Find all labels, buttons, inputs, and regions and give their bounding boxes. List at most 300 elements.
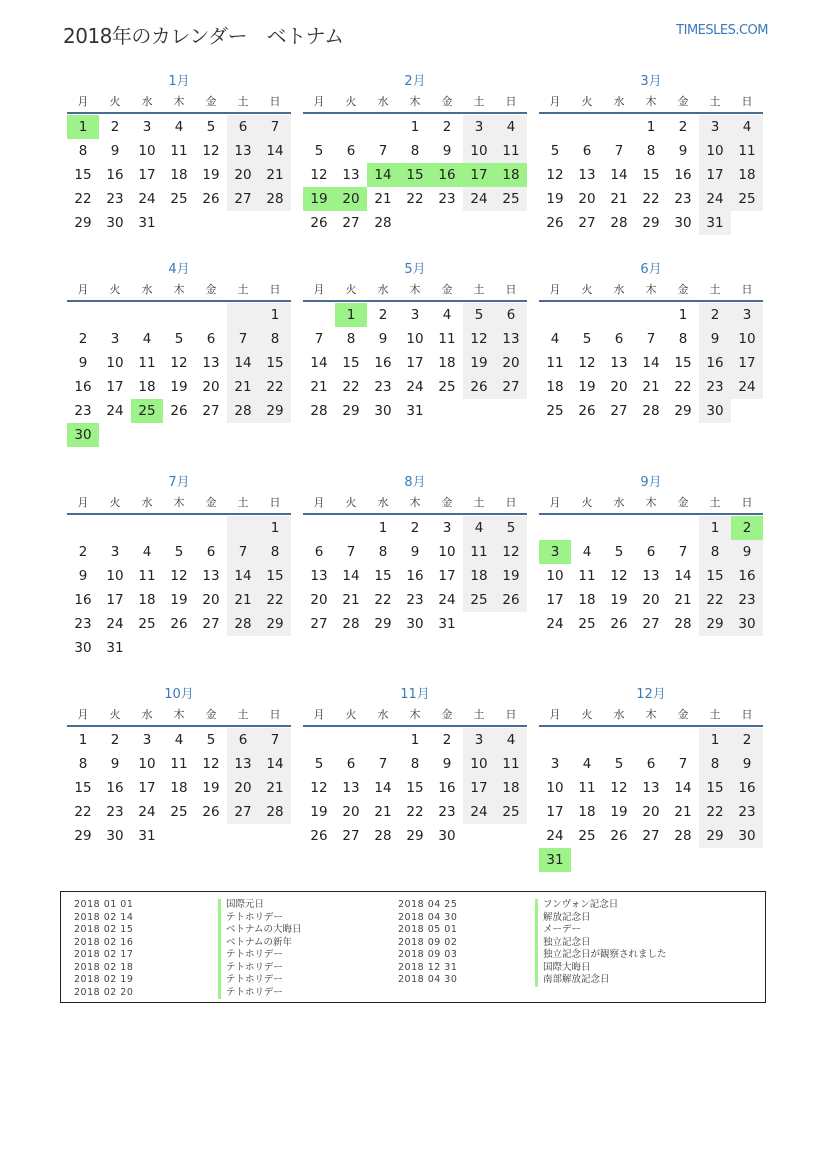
day-cell[interactable]: 13: [310, 568, 328, 584]
day-cell[interactable]: 17: [138, 780, 156, 796]
day-cell[interactable]: 29: [74, 828, 92, 844]
day-cell[interactable]: 23: [74, 616, 92, 632]
day-cell[interactable]: 26: [463, 375, 495, 399]
day-cell[interactable]: 2: [78, 331, 88, 347]
day-cell[interactable]: 19: [578, 379, 596, 395]
holiday-day-cell[interactable]: 16: [431, 163, 463, 187]
day-cell[interactable]: 18: [170, 780, 188, 796]
day-cell[interactable]: 13: [610, 355, 628, 371]
day-cell[interactable]: 7: [259, 728, 291, 752]
day-cell[interactable]: 24: [546, 828, 564, 844]
day-cell[interactable]: 13: [227, 139, 259, 163]
day-cell[interactable]: 7: [678, 544, 688, 560]
day-cell[interactable]: 6: [646, 544, 656, 560]
day-cell[interactable]: 1: [410, 119, 420, 135]
day-cell[interactable]: 22: [259, 588, 291, 612]
day-cell[interactable]: 23: [731, 800, 763, 824]
day-cell[interactable]: 18: [138, 379, 156, 395]
day-cell[interactable]: 15: [342, 355, 360, 371]
day-cell[interactable]: 23: [106, 191, 124, 207]
day-cell[interactable]: 10: [463, 139, 495, 163]
day-cell[interactable]: 14: [259, 752, 291, 776]
day-cell[interactable]: 19: [546, 191, 564, 207]
day-cell[interactable]: 19: [170, 592, 188, 608]
day-cell[interactable]: 24: [138, 804, 156, 820]
day-cell[interactable]: 3: [442, 520, 452, 536]
day-cell[interactable]: 17: [546, 804, 564, 820]
day-cell[interactable]: 31: [438, 616, 456, 632]
day-cell[interactable]: 15: [74, 167, 92, 183]
day-cell[interactable]: 20: [578, 191, 596, 207]
day-cell[interactable]: 9: [110, 143, 120, 159]
day-cell[interactable]: 11: [170, 756, 188, 772]
day-cell[interactable]: 30: [406, 616, 424, 632]
day-cell[interactable]: 2: [110, 119, 120, 135]
day-cell[interactable]: 27: [642, 828, 660, 844]
holiday-day-cell[interactable]: 1: [335, 303, 367, 327]
day-cell[interactable]: 27: [202, 403, 220, 419]
day-cell[interactable]: 13: [578, 167, 596, 183]
day-cell[interactable]: 17: [463, 776, 495, 800]
day-cell[interactable]: 24: [699, 187, 731, 211]
day-cell[interactable]: 24: [463, 187, 495, 211]
day-cell[interactable]: 17: [106, 592, 124, 608]
day-cell[interactable]: 30: [106, 215, 124, 231]
day-cell[interactable]: 26: [495, 588, 527, 612]
day-cell[interactable]: 25: [495, 800, 527, 824]
day-cell[interactable]: 15: [259, 564, 291, 588]
day-cell[interactable]: 23: [74, 403, 92, 419]
day-cell[interactable]: 26: [170, 616, 188, 632]
day-cell[interactable]: 6: [227, 115, 259, 139]
holiday-day-cell[interactable]: 15: [399, 163, 431, 187]
day-cell[interactable]: 4: [495, 728, 527, 752]
day-cell[interactable]: 11: [138, 355, 156, 371]
day-cell[interactable]: 16: [674, 167, 692, 183]
day-cell[interactable]: 24: [438, 592, 456, 608]
day-cell[interactable]: 15: [674, 355, 692, 371]
day-cell[interactable]: 7: [259, 115, 291, 139]
day-cell[interactable]: 8: [646, 143, 656, 159]
day-cell[interactable]: 16: [74, 379, 92, 395]
day-cell[interactable]: 27: [578, 215, 596, 231]
day-cell[interactable]: 20: [642, 804, 660, 820]
day-cell[interactable]: 20: [610, 379, 628, 395]
holiday-day-cell[interactable]: 17: [463, 163, 495, 187]
day-cell[interactable]: 23: [406, 592, 424, 608]
day-cell[interactable]: 6: [495, 303, 527, 327]
day-cell[interactable]: 11: [578, 568, 596, 584]
day-cell[interactable]: 4: [495, 115, 527, 139]
day-cell[interactable]: 14: [674, 780, 692, 796]
day-cell[interactable]: 25: [578, 828, 596, 844]
day-cell[interactable]: 4: [463, 516, 495, 540]
day-cell[interactable]: 10: [106, 355, 124, 371]
day-cell[interactable]: 1: [646, 119, 656, 135]
day-cell[interactable]: 30: [438, 828, 456, 844]
day-cell[interactable]: 9: [442, 756, 452, 772]
day-cell[interactable]: 12: [202, 143, 220, 159]
day-cell[interactable]: 21: [259, 163, 291, 187]
day-cell[interactable]: 20: [495, 351, 527, 375]
day-cell[interactable]: 22: [74, 191, 92, 207]
day-cell[interactable]: 8: [410, 143, 420, 159]
day-cell[interactable]: 27: [310, 616, 328, 632]
day-cell[interactable]: 2: [442, 732, 452, 748]
day-cell[interactable]: 27: [342, 828, 360, 844]
day-cell[interactable]: 9: [731, 752, 763, 776]
day-cell[interactable]: 16: [731, 776, 763, 800]
day-cell[interactable]: 18: [495, 776, 527, 800]
day-cell[interactable]: 2: [699, 303, 731, 327]
day-cell[interactable]: 21: [674, 804, 692, 820]
day-cell[interactable]: 1: [78, 732, 88, 748]
day-cell[interactable]: 29: [74, 215, 92, 231]
day-cell[interactable]: 7: [346, 544, 356, 560]
day-cell[interactable]: 9: [731, 540, 763, 564]
brand-logo[interactable]: TIMESLES.COM: [676, 23, 768, 38]
day-cell[interactable]: 17: [731, 351, 763, 375]
day-cell[interactable]: 25: [138, 616, 156, 632]
day-cell[interactable]: 10: [546, 780, 564, 796]
day-cell[interactable]: 6: [582, 143, 592, 159]
day-cell[interactable]: 11: [495, 139, 527, 163]
day-cell[interactable]: 19: [310, 804, 328, 820]
day-cell[interactable]: 3: [463, 728, 495, 752]
day-cell[interactable]: 3: [550, 756, 560, 772]
holiday-day-cell[interactable]: 1: [67, 115, 99, 139]
day-cell[interactable]: 25: [463, 588, 495, 612]
day-cell[interactable]: 14: [674, 568, 692, 584]
day-cell[interactable]: 20: [227, 163, 259, 187]
holiday-day-cell[interactable]: 30: [67, 423, 99, 447]
day-cell[interactable]: 30: [374, 403, 392, 419]
day-cell[interactable]: 28: [310, 403, 328, 419]
day-cell[interactable]: 18: [731, 163, 763, 187]
day-cell[interactable]: 10: [438, 544, 456, 560]
day-cell[interactable]: 10: [731, 327, 763, 351]
day-cell[interactable]: 1: [378, 520, 388, 536]
day-cell[interactable]: 26: [546, 215, 564, 231]
day-cell[interactable]: 5: [582, 331, 592, 347]
day-cell[interactable]: 12: [202, 756, 220, 772]
day-cell[interactable]: 21: [227, 375, 259, 399]
day-cell[interactable]: 2: [442, 119, 452, 135]
day-cell[interactable]: 4: [731, 115, 763, 139]
day-cell[interactable]: 6: [206, 544, 216, 560]
day-cell[interactable]: 28: [642, 403, 660, 419]
day-cell[interactable]: 8: [410, 756, 420, 772]
day-cell[interactable]: 4: [142, 331, 152, 347]
holiday-day-cell[interactable]: 14: [367, 163, 399, 187]
day-cell[interactable]: 29: [259, 399, 291, 423]
day-cell[interactable]: 29: [642, 215, 660, 231]
day-cell[interactable]: 18: [170, 167, 188, 183]
day-cell[interactable]: 24: [731, 375, 763, 399]
day-cell[interactable]: 4: [442, 307, 452, 323]
day-cell[interactable]: 18: [546, 379, 564, 395]
day-cell[interactable]: 2: [410, 520, 420, 536]
day-cell[interactable]: 11: [495, 752, 527, 776]
day-cell[interactable]: 13: [202, 568, 220, 584]
day-cell[interactable]: 15: [642, 167, 660, 183]
day-cell[interactable]: 3: [731, 303, 763, 327]
day-cell[interactable]: 9: [442, 143, 452, 159]
day-cell[interactable]: 7: [678, 756, 688, 772]
day-cell[interactable]: 20: [642, 592, 660, 608]
day-cell[interactable]: 29: [674, 403, 692, 419]
day-cell[interactable]: 12: [578, 355, 596, 371]
day-cell[interactable]: 31: [699, 211, 731, 235]
day-cell[interactable]: 18: [438, 355, 456, 371]
day-cell[interactable]: 19: [610, 804, 628, 820]
day-cell[interactable]: 23: [731, 588, 763, 612]
day-cell[interactable]: 17: [138, 167, 156, 183]
day-cell[interactable]: 16: [699, 351, 731, 375]
day-cell[interactable]: 20: [227, 776, 259, 800]
day-cell[interactable]: 29: [699, 612, 731, 636]
day-cell[interactable]: 4: [174, 732, 184, 748]
day-cell[interactable]: 2: [378, 307, 388, 323]
day-cell[interactable]: 25: [731, 187, 763, 211]
day-cell[interactable]: 7: [646, 331, 656, 347]
day-cell[interactable]: 4: [142, 544, 152, 560]
day-cell[interactable]: 23: [374, 379, 392, 395]
day-cell[interactable]: 21: [342, 592, 360, 608]
day-cell[interactable]: 27: [202, 616, 220, 632]
day-cell[interactable]: 14: [310, 355, 328, 371]
day-cell[interactable]: 23: [106, 804, 124, 820]
holiday-day-cell[interactable]: 18: [495, 163, 527, 187]
day-cell[interactable]: 6: [614, 331, 624, 347]
day-cell[interactable]: 8: [78, 756, 88, 772]
day-cell[interactable]: 8: [259, 540, 291, 564]
day-cell[interactable]: 6: [206, 331, 216, 347]
day-cell[interactable]: 11: [463, 540, 495, 564]
day-cell[interactable]: 12: [546, 167, 564, 183]
day-cell[interactable]: 13: [227, 752, 259, 776]
day-cell[interactable]: 3: [410, 307, 420, 323]
day-cell[interactable]: 17: [106, 379, 124, 395]
day-cell[interactable]: 20: [310, 592, 328, 608]
day-cell[interactable]: 5: [174, 331, 184, 347]
day-cell[interactable]: 26: [578, 403, 596, 419]
day-cell[interactable]: 9: [699, 327, 731, 351]
day-cell[interactable]: 10: [106, 568, 124, 584]
day-cell[interactable]: 29: [342, 403, 360, 419]
day-cell[interactable]: 10: [546, 568, 564, 584]
day-cell[interactable]: 27: [342, 215, 360, 231]
day-cell[interactable]: 25: [495, 187, 527, 211]
day-cell[interactable]: 30: [74, 640, 92, 656]
day-cell[interactable]: 28: [259, 187, 291, 211]
day-cell[interactable]: 1: [678, 307, 688, 323]
day-cell[interactable]: 26: [202, 804, 220, 820]
day-cell[interactable]: 7: [314, 331, 324, 347]
day-cell[interactable]: 27: [227, 800, 259, 824]
day-cell[interactable]: 22: [342, 379, 360, 395]
day-cell[interactable]: 28: [342, 616, 360, 632]
day-cell[interactable]: 28: [374, 215, 392, 231]
day-cell[interactable]: 25: [438, 379, 456, 395]
day-cell[interactable]: 15: [699, 564, 731, 588]
day-cell[interactable]: 22: [406, 191, 424, 207]
day-cell[interactable]: 13: [642, 568, 660, 584]
day-cell[interactable]: 9: [378, 331, 388, 347]
day-cell[interactable]: 14: [259, 139, 291, 163]
day-cell[interactable]: 14: [374, 780, 392, 796]
day-cell[interactable]: 15: [259, 351, 291, 375]
day-cell[interactable]: 1: [410, 732, 420, 748]
day-cell[interactable]: 6: [314, 544, 324, 560]
day-cell[interactable]: 4: [582, 756, 592, 772]
day-cell[interactable]: 23: [438, 804, 456, 820]
day-cell[interactable]: 12: [495, 540, 527, 564]
day-cell[interactable]: 26: [610, 828, 628, 844]
day-cell[interactable]: 23: [674, 191, 692, 207]
day-cell[interactable]: 1: [259, 516, 291, 540]
day-cell[interactable]: 8: [678, 331, 688, 347]
day-cell[interactable]: 17: [699, 163, 731, 187]
day-cell[interactable]: 26: [310, 828, 328, 844]
day-cell[interactable]: 24: [463, 800, 495, 824]
day-cell[interactable]: 18: [463, 564, 495, 588]
holiday-day-cell[interactable]: 19: [303, 187, 335, 211]
day-cell[interactable]: 12: [310, 780, 328, 796]
day-cell[interactable]: 27: [642, 616, 660, 632]
day-cell[interactable]: 23: [438, 191, 456, 207]
day-cell[interactable]: 21: [610, 191, 628, 207]
day-cell[interactable]: 4: [174, 119, 184, 135]
day-cell[interactable]: 27: [227, 187, 259, 211]
day-cell[interactable]: 19: [202, 780, 220, 796]
day-cell[interactable]: 24: [106, 403, 124, 419]
day-cell[interactable]: 13: [495, 327, 527, 351]
day-cell[interactable]: 31: [138, 828, 156, 844]
day-cell[interactable]: 27: [610, 403, 628, 419]
day-cell[interactable]: 29: [259, 612, 291, 636]
day-cell[interactable]: 31: [138, 215, 156, 231]
day-cell[interactable]: 11: [578, 780, 596, 796]
day-cell[interactable]: 22: [74, 804, 92, 820]
day-cell[interactable]: 4: [582, 544, 592, 560]
day-cell[interactable]: 20: [202, 379, 220, 395]
day-cell[interactable]: 3: [463, 115, 495, 139]
day-cell[interactable]: 13: [342, 780, 360, 796]
day-cell[interactable]: 30: [106, 828, 124, 844]
day-cell[interactable]: 11: [138, 568, 156, 584]
day-cell[interactable]: 24: [546, 616, 564, 632]
day-cell[interactable]: 2: [110, 732, 120, 748]
day-cell[interactable]: 3: [110, 331, 120, 347]
day-cell[interactable]: 26: [610, 616, 628, 632]
day-cell[interactable]: 9: [78, 568, 88, 584]
day-cell[interactable]: 5: [314, 143, 324, 159]
holiday-day-cell[interactable]: 2: [731, 516, 763, 540]
holiday-day-cell[interactable]: 25: [131, 399, 163, 423]
day-cell[interactable]: 28: [374, 828, 392, 844]
day-cell[interactable]: 4: [550, 331, 560, 347]
day-cell[interactable]: 16: [106, 780, 124, 796]
day-cell[interactable]: 22: [406, 804, 424, 820]
day-cell[interactable]: 11: [438, 331, 456, 347]
day-cell[interactable]: 9: [110, 756, 120, 772]
day-cell[interactable]: 13: [642, 780, 660, 796]
day-cell[interactable]: 5: [206, 119, 216, 135]
day-cell[interactable]: 9: [410, 544, 420, 560]
day-cell[interactable]: 21: [310, 379, 328, 395]
day-cell[interactable]: 26: [170, 403, 188, 419]
day-cell[interactable]: 29: [406, 828, 424, 844]
day-cell[interactable]: 6: [346, 143, 356, 159]
day-cell[interactable]: 22: [642, 191, 660, 207]
day-cell[interactable]: 16: [74, 592, 92, 608]
day-cell[interactable]: 18: [138, 592, 156, 608]
day-cell[interactable]: 5: [614, 544, 624, 560]
day-cell[interactable]: 23: [699, 375, 731, 399]
day-cell[interactable]: 16: [731, 564, 763, 588]
day-cell[interactable]: 12: [463, 327, 495, 351]
day-cell[interactable]: 19: [495, 564, 527, 588]
day-cell[interactable]: 30: [699, 399, 731, 423]
day-cell[interactable]: 11: [546, 355, 564, 371]
day-cell[interactable]: 24: [138, 191, 156, 207]
day-cell[interactable]: 14: [642, 355, 660, 371]
day-cell[interactable]: 16: [406, 568, 424, 584]
day-cell[interactable]: 14: [610, 167, 628, 183]
holiday-day-cell[interactable]: 3: [539, 540, 571, 564]
day-cell[interactable]: 5: [550, 143, 560, 159]
day-cell[interactable]: 9: [78, 355, 88, 371]
day-cell[interactable]: 10: [463, 752, 495, 776]
day-cell[interactable]: 10: [138, 143, 156, 159]
day-cell[interactable]: 1: [259, 303, 291, 327]
day-cell[interactable]: 28: [610, 215, 628, 231]
day-cell[interactable]: 7: [227, 540, 259, 564]
day-cell[interactable]: 7: [614, 143, 624, 159]
day-cell[interactable]: 27: [495, 375, 527, 399]
day-cell[interactable]: 3: [142, 119, 152, 135]
day-cell[interactable]: 29: [374, 616, 392, 632]
day-cell[interactable]: 16: [438, 780, 456, 796]
day-cell[interactable]: 3: [110, 544, 120, 560]
day-cell[interactable]: 26: [202, 191, 220, 207]
day-cell[interactable]: 21: [259, 776, 291, 800]
day-cell[interactable]: 15: [374, 568, 392, 584]
holiday-day-cell[interactable]: 20: [335, 187, 367, 211]
day-cell[interactable]: 2: [731, 728, 763, 752]
day-cell[interactable]: 19: [463, 351, 495, 375]
day-cell[interactable]: 17: [546, 592, 564, 608]
day-cell[interactable]: 8: [346, 331, 356, 347]
day-cell[interactable]: 17: [406, 355, 424, 371]
day-cell[interactable]: 21: [674, 592, 692, 608]
day-cell[interactable]: 29: [699, 824, 731, 848]
holiday-day-cell[interactable]: 31: [539, 848, 571, 872]
day-cell[interactable]: 5: [314, 756, 324, 772]
day-cell[interactable]: 8: [378, 544, 388, 560]
day-cell[interactable]: 14: [342, 568, 360, 584]
day-cell[interactable]: 5: [463, 303, 495, 327]
day-cell[interactable]: 13: [342, 167, 360, 183]
day-cell[interactable]: 21: [227, 588, 259, 612]
day-cell[interactable]: 5: [206, 732, 216, 748]
day-cell[interactable]: 8: [78, 143, 88, 159]
day-cell[interactable]: 7: [378, 756, 388, 772]
day-cell[interactable]: 18: [578, 592, 596, 608]
day-cell[interactable]: 3: [142, 732, 152, 748]
day-cell[interactable]: 25: [170, 804, 188, 820]
